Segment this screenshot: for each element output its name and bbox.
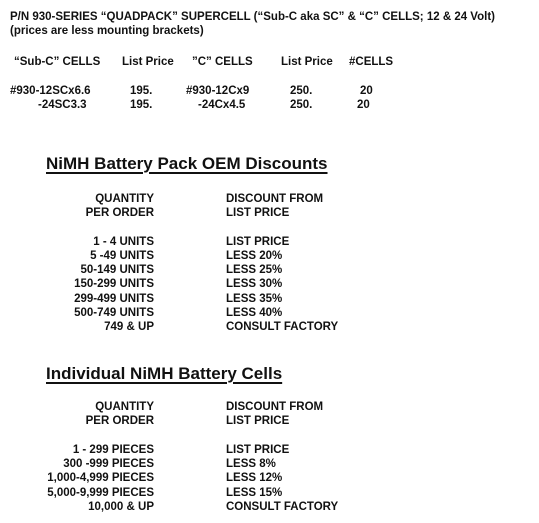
- quantity-range: 299-499 UNITS: [74, 293, 154, 305]
- quantity-range: 749 & UP: [104, 321, 154, 333]
- quantity-range: 1 - 299 PIECES: [72, 444, 154, 456]
- table-cell-c-part: #930-12Cx9: [186, 85, 250, 97]
- table-cell-c-part: -24Cx4.5: [198, 99, 246, 111]
- header-title: P/N 930-SERIES “QUADPACK” SUPERCELL (“Sub-C aka SC” & “C” CELLS; 12 & 24 Volt): [10, 11, 495, 23]
- quantity-range: 150-299 UNITS: [74, 278, 154, 290]
- col-header-subc-cells: “Sub-C” CELLS: [14, 56, 101, 68]
- per-order-header: PER ORDER: [85, 207, 154, 219]
- list-price-header: LIST PRICE: [226, 207, 290, 219]
- discount-value: LESS 8%: [226, 458, 276, 470]
- quantity-range: 1 - 4 UNITS: [93, 236, 154, 248]
- quantity-range: 1,000-4,999 PIECES: [47, 472, 154, 484]
- col-header-c-cells: ”C” CELLS: [192, 56, 253, 68]
- col-header-cells-count: #CELLS: [349, 56, 394, 68]
- discount-value: LESS 35%: [226, 293, 283, 305]
- quantity-header: QUANTITY: [95, 401, 154, 413]
- col-header-c-list-price: List Price: [281, 56, 333, 68]
- quantity-range: 50-149 UNITS: [80, 264, 154, 276]
- quantity-header: QUANTITY: [95, 193, 154, 205]
- header-note: (prices are less mounting brackets): [10, 25, 204, 37]
- discount-value: CONSULT FACTORY: [226, 501, 339, 513]
- per-order-header: PER ORDER: [85, 415, 154, 427]
- quantity-range: 5 -49 UNITS: [90, 250, 154, 262]
- discount-from-header: DISCOUNT FROM: [226, 401, 324, 413]
- discount-value: LESS 15%: [226, 487, 283, 499]
- quantity-range: 300 -999 PIECES: [63, 458, 154, 470]
- section-title: Individual NiMH Battery Cells: [46, 364, 283, 383]
- table-cell-subc-part: -24SC3.3: [38, 99, 87, 111]
- discount-value: LESS 30%: [226, 278, 283, 290]
- discount-value: LIST PRICE: [226, 236, 290, 248]
- table-cell-subc-price: 195.: [130, 85, 153, 97]
- discount-value: LESS 25%: [226, 264, 283, 276]
- discount-value: CONSULT FACTORY: [226, 321, 339, 333]
- table-cell-c-price: 250.: [290, 99, 313, 111]
- list-price-header: LIST PRICE: [226, 415, 290, 427]
- table-cell-cells-count: 20: [357, 99, 370, 111]
- col-header-subc-list-price: List Price: [122, 56, 174, 68]
- quantity-range: 500-749 UNITS: [74, 307, 154, 319]
- discount-value: LESS 12%: [226, 472, 283, 484]
- section-title: NiMH Battery Pack OEM Discounts: [46, 154, 328, 173]
- table-cell-cells-count: 20: [360, 85, 373, 97]
- table-cell-subc-price: 195.: [130, 99, 153, 111]
- discount-value: LESS 20%: [226, 250, 283, 262]
- table-cell-subc-part: #930-12SCx6.6: [10, 85, 91, 97]
- table-cell-c-price: 250.: [290, 85, 313, 97]
- quantity-range: 5,000-9,999 PIECES: [47, 487, 154, 499]
- discount-value: LESS 40%: [226, 307, 283, 319]
- discount-from-header: DISCOUNT FROM: [226, 193, 324, 205]
- discount-value: LIST PRICE: [226, 444, 290, 456]
- quantity-range: 10,000 & UP: [88, 501, 154, 513]
